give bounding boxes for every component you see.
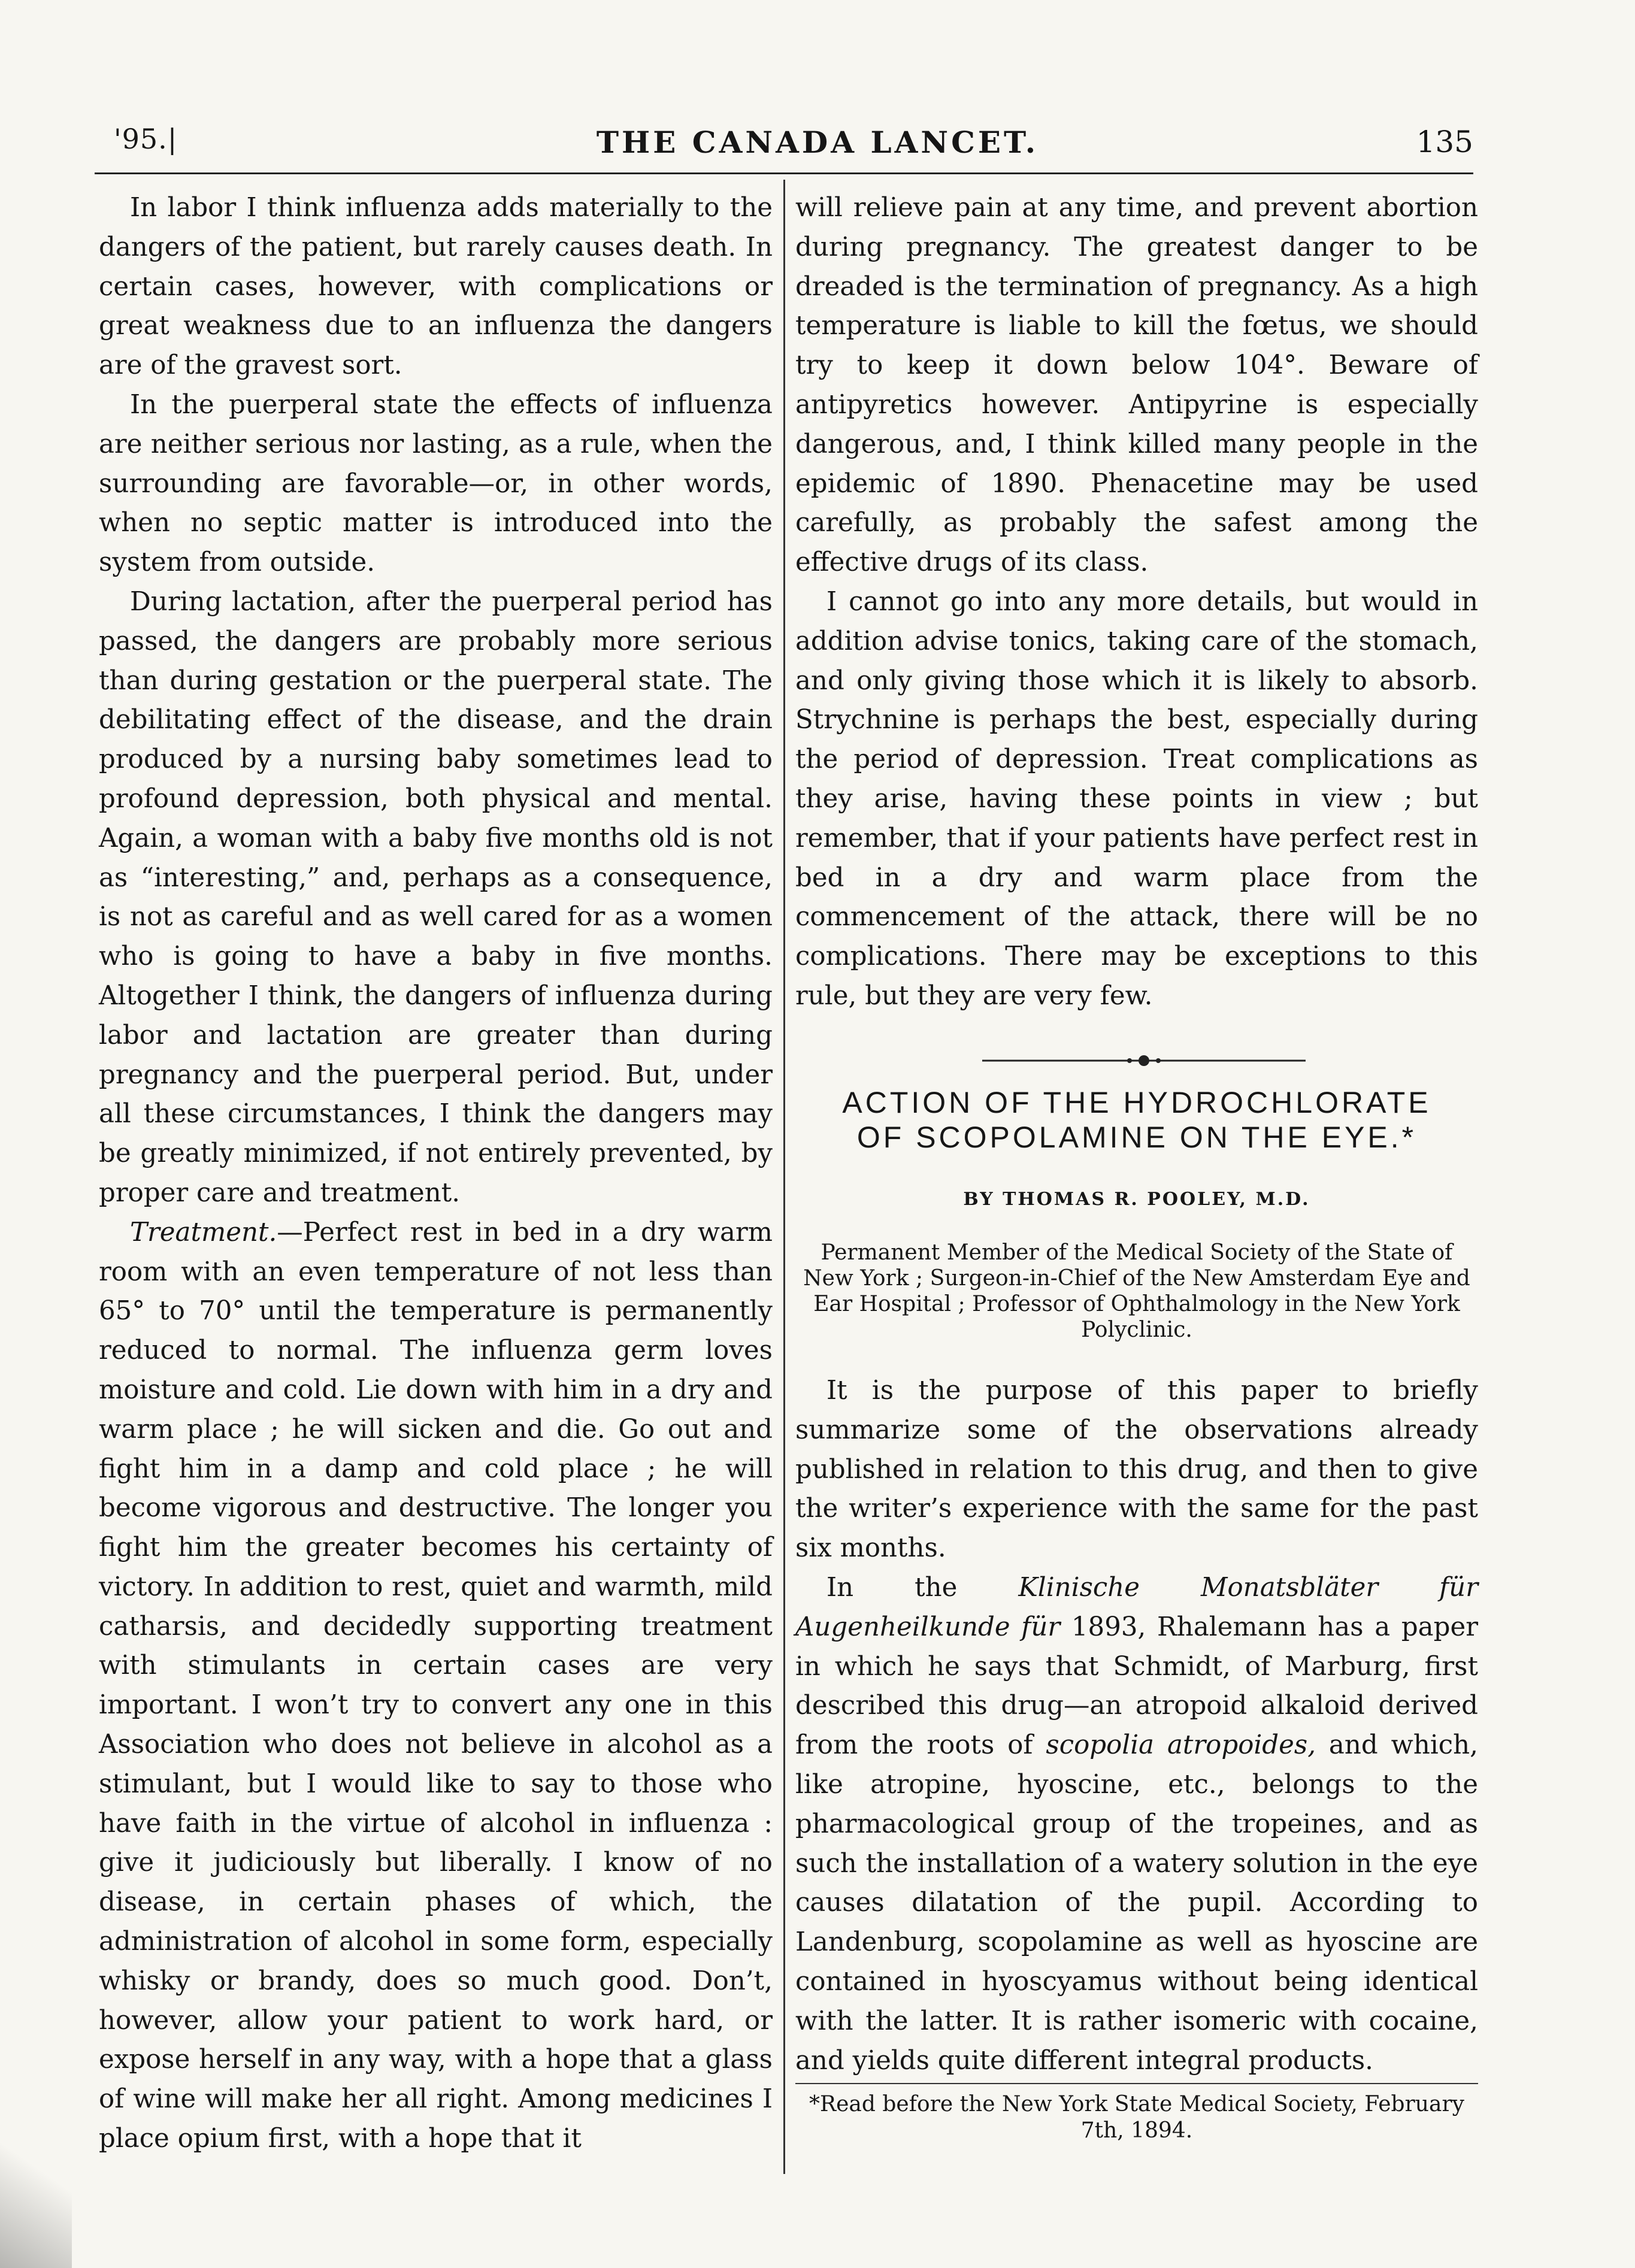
paragraph-text: —Perfect rest in bed in a dry warm room with an even temperature of not less than 65° to 70° until the temperature is permanently reduced to normal. The influenza germ loves moisture and cold. Lie down with him in a dry and warm place ; he will sicken and die. Go out and fight him in a damp and cold place ; he will become vigorous and destructive. The longer you fight him the greater becomes his certainty of victory. In addition to rest, quiet and warmth, mild catharsis, and decidedly supporting treatment with stimulants in certain cases are very important. I won’t try to convert any one in this Association who does not believe in alcohol as a stimulant, but I would like to say to those who have faith in the virtue of alcohol in influenza : give it judiciously but liberally. I know of no disease, in certain phases of which, the administration of alcohol in some form, especially whisky or brandy, does so much good. Don’t, however, allow your patient to work hard, or expose herself in any way, with a hope that a glass of wine will make her all right. Among medicines I place opium first, with a hope that it (99, 1217, 773, 2154)
page-edge-shadow (0, 2124, 72, 2268)
species-name: scopolia atropoides, (1046, 1730, 1316, 1761)
paragraph-text: and which, like atropine, hyoscine, etc., belongs to the pharmacological group of the tropeines, and as such the installation of a watery solution in the eye causes dilatation of the pupil. According to Landenburg, scopolamine as well as hyoscine are contained in hyoscyamus without being identical with the latter. It is rather isomeric with cocaine, and yields quite different integral products. (795, 1730, 1478, 2076)
page-number: 135 (1416, 125, 1473, 159)
paragraph: will relieve pain at any time, and prevent abortion during pregnancy. The greatest danger to be dreaded is the termination of pregnancy. As a high temperature is liable to kill the fœtus, we should try to keep it down below 104°. Beware of antipyretics however. Antipyrine is especially dangerous, and, I think killed many people in the epidemic of 1890. Phenacetine may be used carefully, as probably the safest among the effective drugs of its class. (795, 193, 1478, 578)
paragraph: I cannot go into any more details, but would in addition advise tonics, taking care of the stomach, and only giving those which it is likely to absorb. Strychnine is perhaps the best, especially during the period of depression. Treat complications as they arise, having these points in view ; but remember, that if your patients have perfect rest in bed in a dry and warm place from the commencement of the attack, there will be no complications. There may be exceptions to this rule, but they are very few. (795, 586, 1478, 1011)
header-volume: '95.| (114, 123, 178, 155)
right-column (795, 189, 1478, 1016)
paragraph-text: In the (826, 1572, 1019, 1603)
article-title-line: OF SCOPOLAMINE ON THE EYE.* (856, 1121, 1417, 1154)
paragraph: In labor I think influenza adds materially to the dangers of the patient, but rarely causes death. In certain cases, however, with complications or great weakness due to an influenza the dangers are of the gravest sort. (99, 193, 773, 381)
paragraph (99, 1213, 773, 2159)
header-title: THE CANADA LANCET. (596, 125, 1039, 160)
article-title (795, 1085, 1478, 1155)
left-column (99, 189, 773, 2159)
paragraph-text: 1893, Rhalemann has a paper in which he says that Schmidt, of Marburg, first described this drug—an atropoid alkaloid derived from the roots of (795, 1612, 1478, 1761)
footnote-rule (795, 2083, 1478, 2084)
paragraph: During lactation, after the puerperal period has passed, the dangers are probably more serious than during gestation or the puerperal state. The debilitating effect of the disease, and the drain produced by a nursing baby sometimes lead to profound depression, both physical and mental. Again, a woman with a baby five months old is not as “interesting,” and, perhaps as a consequence, is not as careful and as well cared for as a women who is going to have a baby in five months. Altogether I think, the dangers of influenza during labor and lactation are greater than during pregnancy and the puerperal period. But, under all these circumstances, I think the dangers may be greatly minimized, if not entirely prevented, by proper care and treatment. (99, 586, 773, 1208)
paragraph: It is the purpose of this paper to briefly summarize some of the observations already published in relation to this drug, and then to give the writer’s experience with the same for the past six months. (795, 1376, 1478, 1564)
paragraph: In the puerperal state the effects of influenza are neither serious nor lasting, as a rule, when the surrounding are favorable—or, in other words, when no septic matter is introduced into the system from outside. (99, 389, 773, 578)
footnote: *Read before the New York State Medical Society, February 7th, 1894. (809, 2092, 1464, 2143)
column-divider (783, 180, 785, 2174)
article-body (795, 1371, 1478, 2081)
paragraph (795, 1568, 1478, 2081)
journal-name: Klinische Monatsbläter für Augenheilkunde für (795, 1572, 1478, 1642)
header-rule (95, 172, 1473, 174)
author-affiliation: Permanent Member of the Medical Society of the State of New York ; Surgeon-in-Chief of the New Amsterdam Eye and Ear Hospital ; Professor of Ophthalmology in the New York Polyclinic. (803, 1240, 1470, 1342)
treatment-label: Treatment. (130, 1217, 277, 1247)
author-byline: BY THOMAS R. POOLEY, M.D. (963, 1189, 1310, 1210)
article-title-line: ACTION OF THE HYDROCHLORATE (842, 1086, 1431, 1119)
section-ornament (982, 1052, 1306, 1070)
